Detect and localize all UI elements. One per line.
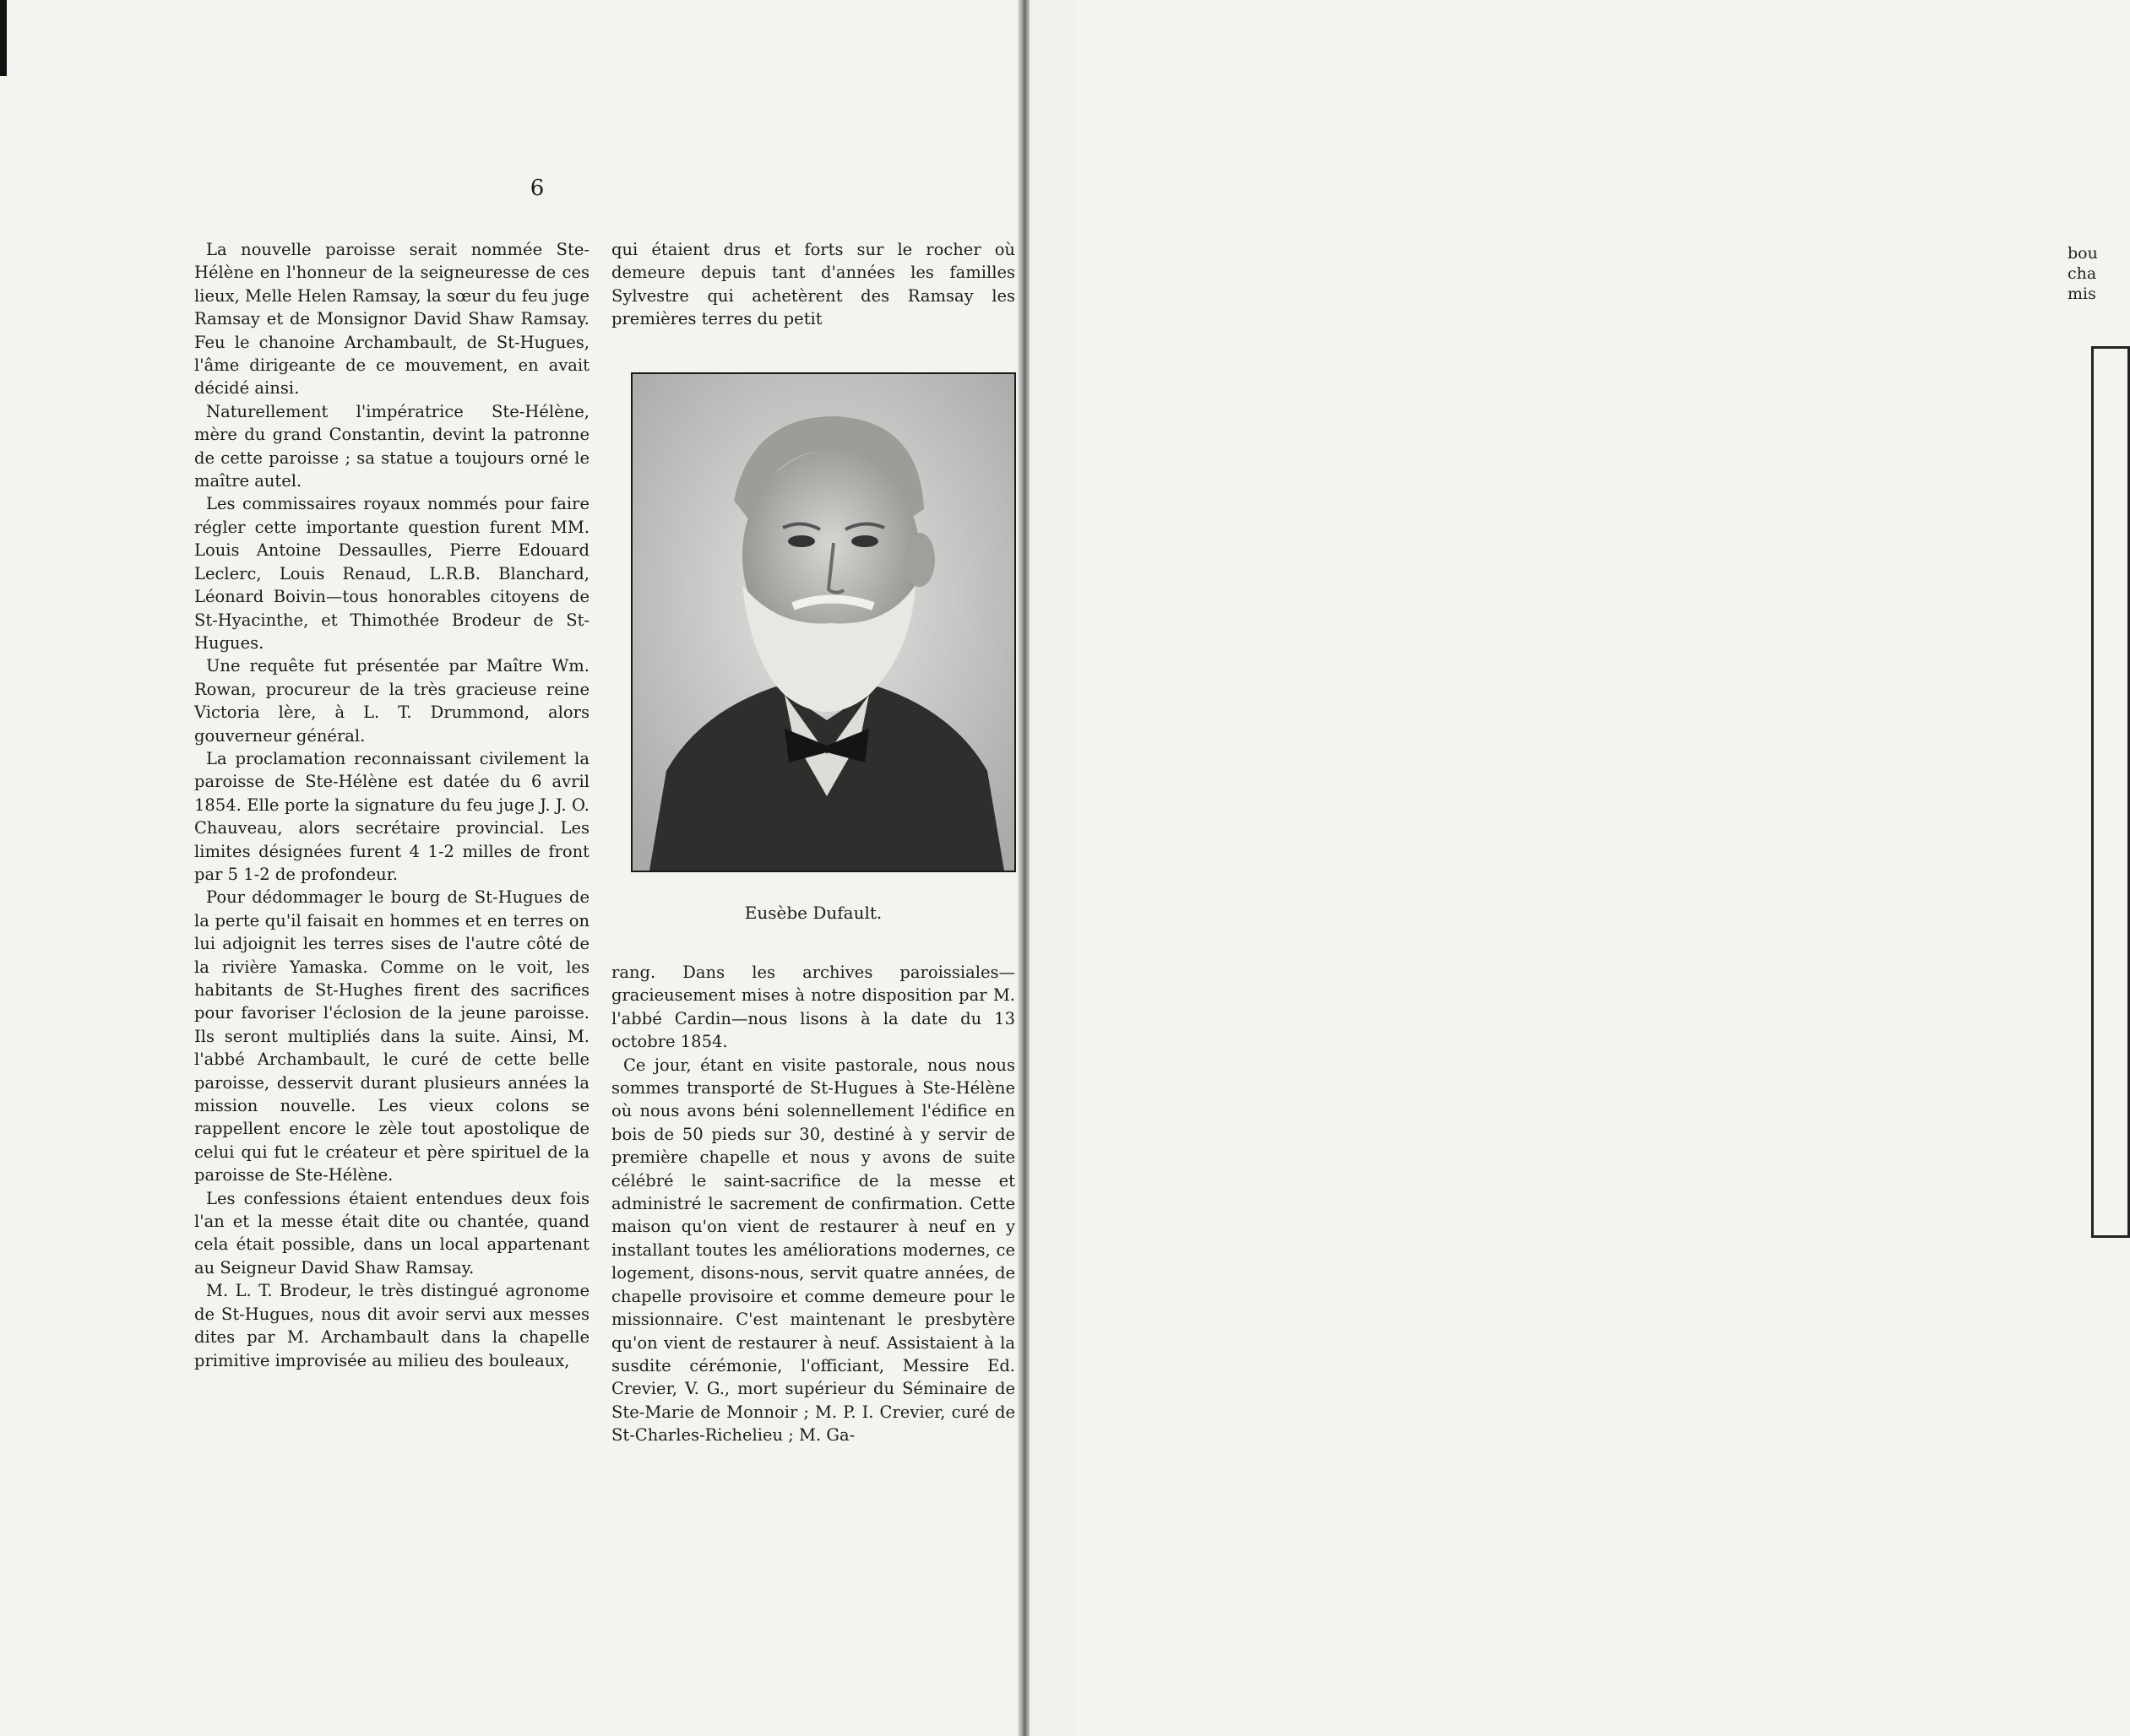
page-number: 6: [530, 176, 545, 201]
paragraph: Pour dédommager le bourg de St-Hugues de la perte qu'il faisait en hommes et en terres on lui adjoignit les terres sises de l'autre côté de la rivière Yamaska. Comme on le voit, les habitants de St-Hughes firent des sacrifices pour favoriser l'éclosion de la jeune paroisse. Ils seront multipliés dans la suite. Ainsi, M. l'abbé Archambault, le curé de cette belle paroisse, desservit durant plusieurs années la mission nouvelle. Les vieux colons se rappellent encore le zèle tout apostolique de celui qui fut le créateur et père spirituel de la paroisse de Ste-Hélène.: [194, 887, 590, 1185]
paragraph: qui étaient drus et forts sur le rocher où demeure depuis tant d'années les familles Sylvestre qui achetèrent des Ramsay les premières terres du petit: [611, 240, 1015, 329]
paragraph: rang. Dans les archives paroissiales—gracieusement mises à notre disposition par M. l'abbé Cardin—nous lisons à la date du 13 octobre 1854.: [611, 963, 1015, 1052]
paragraph: Les confessions étaient entendues deux fois l'an et la messe était dite ou chantée, quand cela était possible, dans un local appartenant au Seigneur David Shaw Ramsay.: [194, 1188, 590, 1278]
paragraph: Ce jour, étant en visite pastorale, nous nous sommes transporté de St-Hugues à Ste-Hélène où nous avons béni solennellement l'édifice en bois de 50 pieds sur 30, destiné à y servir de première chapelle et nous y avons de suite célébré le saint-sacrifice de la messe et administré le sacrement de confirmation. Cette maison qu'on vient de restaurer à neuf en y installant toutes les améliorations modernes, ce logement, disons-nous, servit quatre années, de chapelle provisoire et comme demeure pour le missionnaire. C'est maintenant le presbytère qu'on vient de restaurer à neuf. Assistaient à la susdite cérémonie, l'officiant, Messire Ed. Crevier, V. G., mort supérieur du Séminaire de Ste-Marie de Monnoir ; M. P. I. Crevier, curé de St-Charles-Richelieu ; M. Ga-: [611, 1055, 1015, 1446]
right-column-bottom: [611, 961, 1015, 1447]
portrait-caption: Eusèbe Dufault.: [744, 903, 883, 923]
next-page-frame: [2091, 346, 2130, 1238]
paragraph: Les commissaires royaux nommés pour faire régler cette importante question furent MM. Louis Antoine Dessaulles, Pierre Edouard Leclerc, Louis Renaud, L.R.B. Blanchard, Léonard Boivin—tous honorables citoyens de St-Hyacinthe, et Thimothée Brodeur de St-Hugues.: [194, 494, 590, 653]
paragraph: M. L. T. Brodeur, le très distingué agronome de St-Hugues, nous dit avoir servi aux messes dites par M. Archambault dans la chapelle primitive improvisée au milieu des bouleaux,: [194, 1281, 590, 1370]
scan-left-edge: [0, 0, 7, 76]
right-column-top: [611, 238, 1015, 331]
left-column: [194, 238, 590, 1372]
next-page-fragment: mis: [2068, 285, 2096, 303]
next-page-fragment: cha: [2068, 264, 2097, 283]
paragraph: La proclamation reconnaissant civilement la paroisse de Ste-Hélène est datée du 6 avril 1854. Elle porte la signature du feu juge J. J. O. Chauveau, alors secrétaire provincial. Les limites désignées furent 4 1-2 milles de front par 5 1-2 de profondeur.: [194, 748, 590, 884]
paragraph: La nouvelle paroisse serait nommée Ste-Hélène en l'honneur de la seigneuresse de ces lieux, Melle Helen Ramsay, la sœur du feu juge Ramsay et de Monsignor David Shaw Ramsay. Feu le chanoine Archambault, de St-Hugues, l'âme dirigeante de ce mouvement, en avait décidé ainsi.: [194, 240, 590, 399]
page-gutter-shadow: [1018, 0, 1030, 1736]
portrait-photo: [631, 372, 1016, 872]
paragraph: Naturellement l'impératrice Ste-Hélène, mère du grand Constantin, devint la patronne de cette paroisse ; sa statue a toujours orné le maître autel.: [194, 401, 590, 491]
next-page-strip: [1030, 0, 2098, 1736]
next-page-fragment: bou: [2068, 244, 2098, 263]
paragraph: Une requête fut présentée par Maître Wm. Rowan, procureur de la très gracieuse reine Victoria lère, à L. T. Drummond, alors gouverneur général.: [194, 656, 590, 746]
